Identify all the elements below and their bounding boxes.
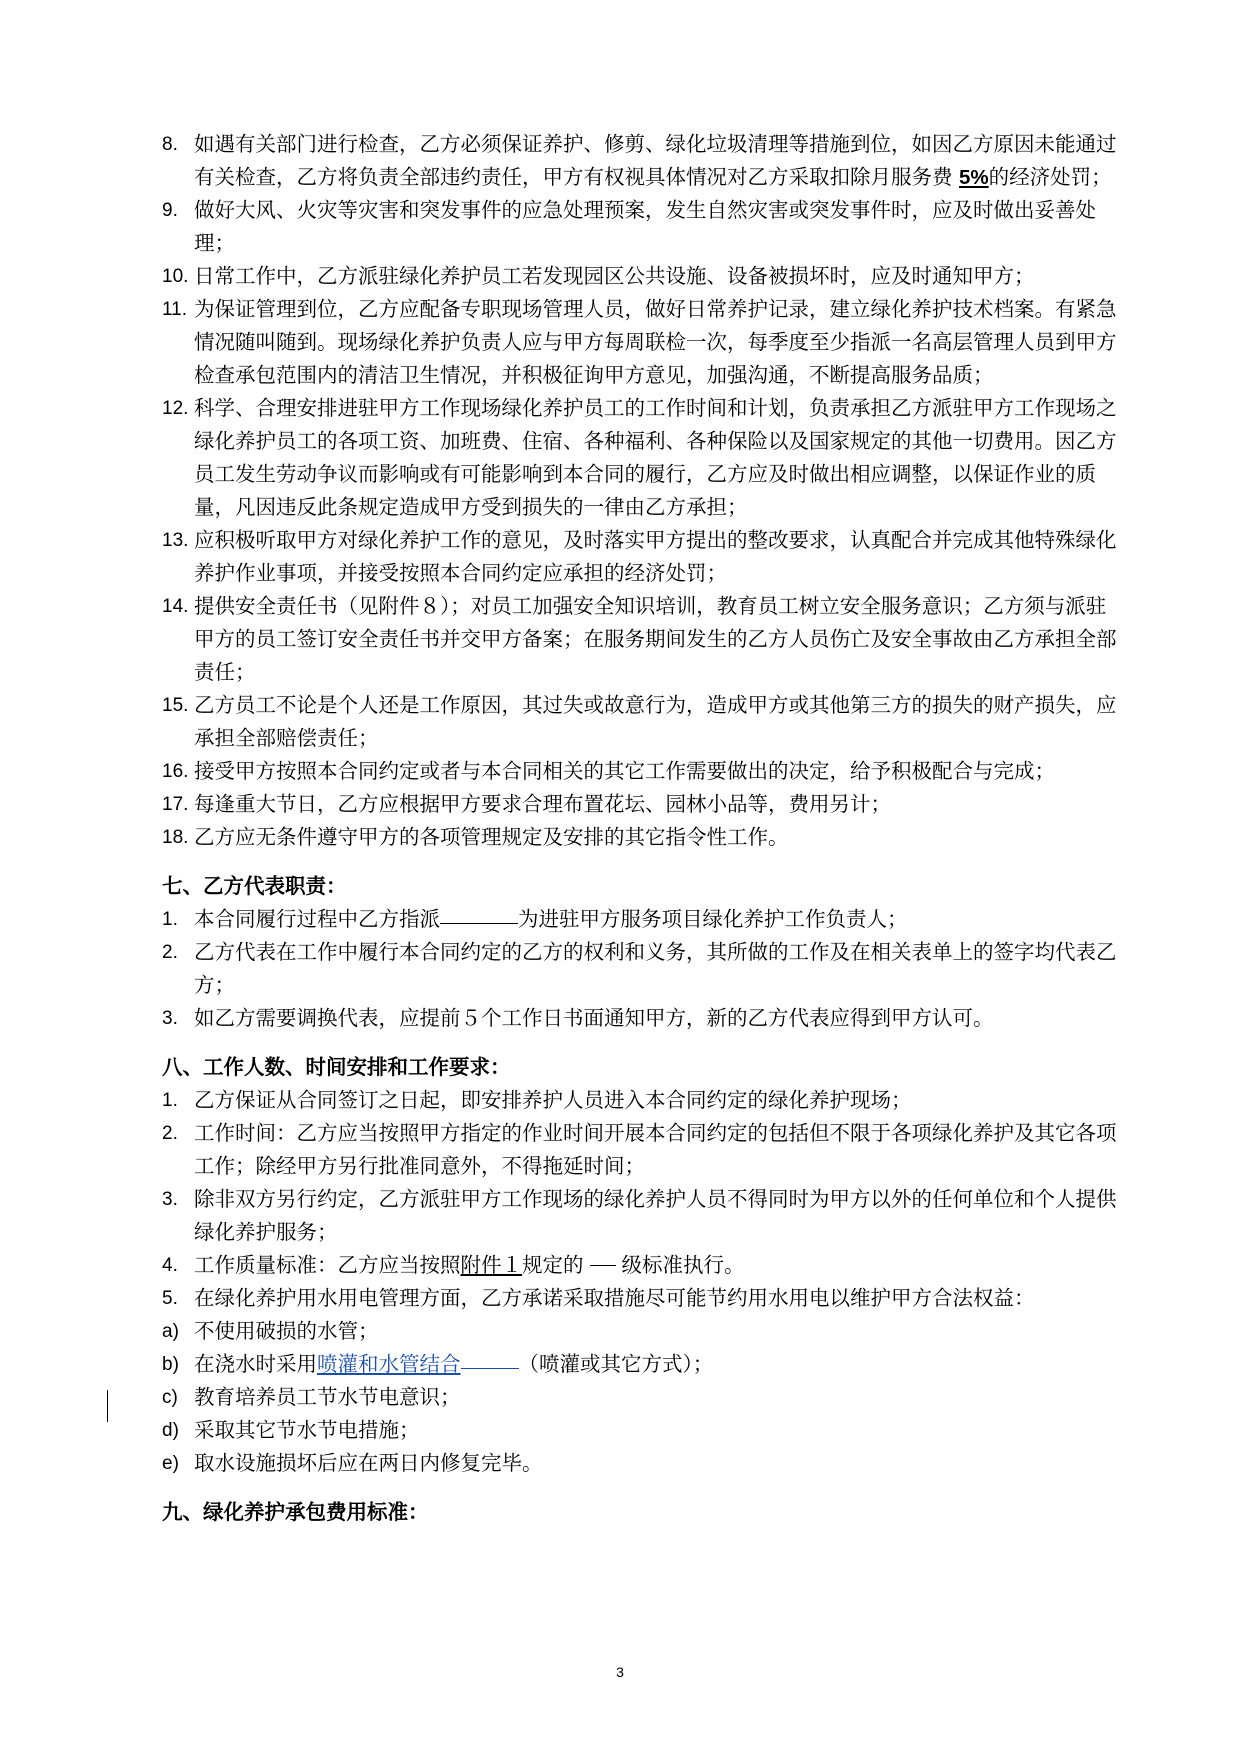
item-number: 1. [162, 1090, 178, 1111]
item-number: 2. [162, 942, 178, 963]
list-item [162, 788, 1122, 821]
item-number: 12. [162, 398, 189, 419]
list-item [162, 1084, 1122, 1117]
watering-method-field[interactable]: 喷灌和水管结合 [317, 1352, 461, 1376]
revision-change-bar [107, 1390, 108, 1422]
item-text: 乙方保证从合同签订之日起，即安排养护人员进入本合同约定的绿化养护现场； [194, 1088, 912, 1112]
list-item [162, 524, 1122, 590]
item-text: 在绿化养护用水用电管理方面，乙方承诺采取措施尽可能节约用水用电以维护甲方合法权益： [194, 1286, 1035, 1310]
section-heading: 七、乙方代表职责： [162, 874, 347, 898]
item-number: 11. [162, 299, 188, 320]
item-number: 13. [162, 530, 189, 551]
sub-list-item [162, 1447, 1122, 1480]
item-text: 取水设施损坏后应在两日内修复完毕。 [194, 1451, 543, 1475]
page-content [162, 128, 1122, 1529]
watering-method-underline [461, 1367, 519, 1369]
item-text: 如遇有关部门进行检查，乙方必须保证养护、修剪、绿化垃圾清理等措施到位，如因乙方原因未能通过有关检查，乙方将负责全部违约责任，甲方有权视具体情况对乙方采取扣除月服务费 [194, 132, 1117, 189]
item-text: 的经济处罚； [988, 165, 1112, 189]
item-text: 教育培养员工节水节电意识； [194, 1385, 461, 1409]
section-heading: 九、绿化养护承包费用标准： [162, 1500, 429, 1524]
list-item [162, 821, 1122, 854]
item-number: 1. [162, 909, 178, 930]
sub-list-item [162, 1348, 1122, 1381]
item-letter: b) [162, 1354, 179, 1375]
item-text: （喷灌或其它方式）； [518, 1352, 714, 1376]
item-number: 14. [162, 596, 189, 617]
item-text: 做好大风、火灾等灾害和突发事件的应急处理预案，发生自然灾害或突发事件时，应及时做出妥善处理； [194, 198, 1096, 255]
item-text: 乙方应无条件遵守甲方的各项管理规定及安排的其它指令性工作。 [194, 825, 789, 849]
item-text: 乙方代表在工作中履行本合同约定的乙方的权利和义务，其所做的工作及在相关表单上的签字均代表乙方； [194, 940, 1117, 997]
list-item [162, 293, 1122, 392]
list-item [162, 1117, 1122, 1183]
item-letter: d) [162, 1420, 179, 1441]
list-item [162, 260, 1122, 293]
item-text: 应积极听取甲方对绿化养护工作的意见，及时落实甲方提出的整改要求，认真配合并完成其他特殊绿化养护作业事项，并接受按照本合同约定应承担的经济处罚； [194, 528, 1117, 585]
item-number: 18. [162, 827, 189, 848]
item-text: 规定的 [522, 1253, 584, 1277]
item-text: 在浇水时采用 [194, 1352, 317, 1376]
page-number: 3 [616, 1664, 624, 1680]
list-item [162, 903, 1122, 936]
item-text: 如乙方需要调换代表，应提前５个工作日书面通知甲方，新的乙方代表应得到甲方认可。 [194, 1006, 994, 1030]
item-text: 乙方员工不论是个人还是工作原因，其过失或故意行为，造成甲方或其他第三方的损失的财产损失，应承担全部赔偿责任； [194, 693, 1117, 750]
item-text: 提供安全责任书（见附件８）；对员工加强安全知识培训，教育员工树立安全服务意识；乙方须与派驻甲方的员工签订安全责任书并交甲方备案；在服务期间发生的乙方人员伤亡及安全事故由乙方承担全部责任； [194, 594, 1117, 684]
item-number: 3. [162, 1008, 178, 1029]
list-item [162, 1249, 1122, 1282]
sub-list-item [162, 1381, 1122, 1414]
item-number: 2. [162, 1123, 178, 1144]
section-heading: 八、工作人数、时间安排和工作要求： [162, 1055, 511, 1079]
item-text: 级标准执行。 [621, 1253, 745, 1277]
item-number: 10. [162, 266, 189, 287]
item-text: 采取其它节水节电措施； [194, 1418, 420, 1442]
item-number: 5. [162, 1288, 178, 1309]
item-text: 为进驻甲方服务项目绿化养护工作负责人； [518, 907, 908, 931]
item-number: 16. [162, 761, 189, 782]
item-text: 不使用破损的水管； [194, 1319, 379, 1343]
list-item [162, 689, 1122, 755]
item-number: 8. [162, 134, 178, 155]
item-number: 15. [162, 695, 189, 716]
representative-name-blank [440, 922, 518, 924]
annex-reference: 附件１ [460, 1253, 522, 1277]
list-item [162, 1002, 1122, 1035]
sub-list-item [162, 1315, 1122, 1348]
item-letter: e) [162, 1453, 179, 1474]
item-text: 工作时间：乙方应当按照甲方指定的作业时间开展本合同约定的包括但不限于各项绿化养护及其它各项工作；除经甲方另行批准同意外，不得拖延时间； [194, 1121, 1117, 1178]
list-item [162, 194, 1122, 260]
item-text: 本合同履行过程中乙方指派 [194, 907, 440, 931]
item-text: 每逢重大节日，乙方应根据甲方要求合理布置花坛、园林小品等，费用另计； [194, 792, 891, 816]
item-text: 工作质量标准：乙方应当按照 [194, 1253, 461, 1277]
list-item [162, 590, 1122, 689]
item-text: 除非双方另行约定，乙方派驻甲方工作现场的绿化养护人员不得同时为甲方以外的任何单位和个人提供绿化养护服务； [194, 1187, 1117, 1244]
list-item [162, 1183, 1122, 1249]
item-text: 接受甲方按照本合同约定或者与本合同相关的其它工作需要做出的决定，给予积极配合与完成； [194, 759, 1055, 783]
item-text: 日常工作中，乙方派驻绿化养护员工若发现园区公共设施、设备被损坏时，应及时通知甲方； [194, 264, 1035, 288]
list-item [162, 936, 1122, 1002]
standard-level-blank [590, 1264, 616, 1266]
sub-list-item [162, 1414, 1122, 1447]
item-number: 4. [162, 1255, 178, 1276]
item-number: 9. [162, 200, 178, 221]
penalty-percent: 5% [959, 166, 989, 189]
list-item [162, 128, 1122, 194]
list-item [162, 392, 1122, 524]
item-letter: a) [162, 1321, 179, 1342]
list-item [162, 755, 1122, 788]
item-text: 为保证管理到位，乙方应配备专职现场管理人员，做好日常养护记录，建立绿化养护技术档案。有紧急情况随叫随到。现场绿化养护负责人应与甲方每周联检一次，每季度至少指派一名高层管理人员到甲方检查承包范围内的清洁卫生情况，并积极征询甲方意见，加强沟通，不断提高服务品质； [194, 297, 1117, 387]
item-letter: c) [162, 1387, 178, 1408]
item-number: 3. [162, 1189, 178, 1210]
item-text: 科学、合理安排进驻甲方工作现场绿化养护员工的工作时间和计划，负责承担乙方派驻甲方工作现场之绿化养护员工的各项工资、加班费、住宿、各种福利、各种保险以及国家规定的其他一切费用。因乙方员工发生劳动争议而影响或有可能影响到本合同的履行，乙方应及时做出相应调整，以保证作业的质量，凡因违反此条规定造成甲方受到损失的一律由乙方承担； [194, 396, 1117, 519]
list-item [162, 1282, 1122, 1315]
item-number: 17. [162, 794, 189, 815]
